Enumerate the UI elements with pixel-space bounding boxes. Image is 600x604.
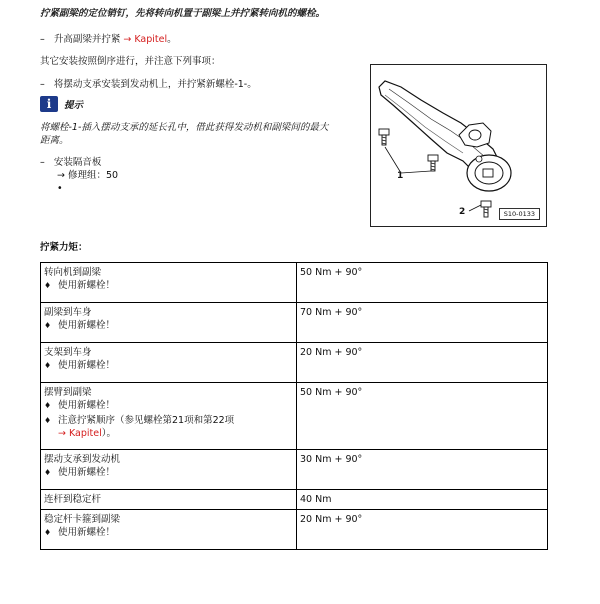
table-row bbox=[41, 450, 548, 490]
step-text: 安装隔音板 bbox=[53, 157, 102, 168]
sub-bullet-dot: • bbox=[57, 183, 63, 194]
diamond-bullet-icon: ♦ bbox=[44, 401, 52, 410]
bullet-end: ）。 bbox=[101, 428, 117, 439]
note-title: 提示 bbox=[64, 100, 84, 111]
bullet-text: 使用新螺栓！ bbox=[58, 467, 116, 478]
cut-off-text-line: 拧紧副梁的定位销钉，先将转向机置于副梁上并拧紧转向机的螺栓。 bbox=[40, 8, 326, 19]
callout-1: 1 bbox=[397, 171, 404, 181]
diamond-bullet-icon: ♦ bbox=[44, 468, 52, 477]
part-cell bbox=[41, 303, 297, 343]
part-cell bbox=[41, 343, 297, 383]
table-row bbox=[41, 303, 548, 343]
part-cell bbox=[41, 490, 297, 510]
part-name: 连杆到稳定杆 bbox=[44, 494, 102, 505]
other-install-text: 其它安装按照倒序进行，并注意下列事项： bbox=[40, 56, 221, 67]
bullet-text: 使用新螺栓！ bbox=[58, 400, 116, 411]
diamond-bullet-icon: ♦ bbox=[44, 416, 52, 425]
dash: – bbox=[40, 79, 45, 90]
diamond-bullet-icon: ♦ bbox=[44, 281, 52, 290]
part-name: 稳定杆卡箍到副梁 bbox=[44, 514, 121, 525]
figure-id: S10-0133 bbox=[499, 208, 540, 220]
diamond-bullet-icon: ♦ bbox=[44, 528, 52, 537]
part-name: 支架到车身 bbox=[44, 347, 92, 358]
part-cell bbox=[41, 510, 297, 550]
part-name: 转向机到副梁 bbox=[44, 267, 102, 278]
table-row bbox=[41, 343, 548, 383]
info-icon: i bbox=[40, 96, 58, 112]
step-raise-subframe bbox=[40, 33, 177, 46]
diamond-bullet-icon: ♦ bbox=[44, 361, 52, 370]
pendulum-support-drawing bbox=[371, 65, 546, 226]
note-line-2: 距离。 bbox=[40, 135, 69, 146]
step-end: 。 bbox=[167, 34, 177, 45]
note-line-1: 将螺栓-1-插入摆动支承的延长孔中，借此获得发动机和副梁间的最大 bbox=[40, 122, 329, 133]
value-cell: 20 Nm + 90° bbox=[297, 343, 548, 383]
value-cell: 50 Nm + 90° bbox=[297, 263, 548, 303]
part-cell bbox=[41, 263, 297, 303]
table-row bbox=[41, 263, 548, 303]
kapitel-link[interactable]: → Kapitel bbox=[58, 428, 102, 439]
part-cell bbox=[41, 383, 297, 450]
torque-table bbox=[40, 262, 548, 550]
bullet-text: 使用新螺栓！ bbox=[58, 527, 116, 538]
table-row bbox=[41, 510, 548, 550]
dash: – bbox=[40, 34, 45, 45]
bullet-text: 使用新螺栓！ bbox=[58, 280, 116, 291]
callout-2: 2 bbox=[459, 207, 466, 217]
value-cell: 40 Nm bbox=[297, 490, 548, 510]
value-cell: 20 Nm + 90° bbox=[297, 510, 548, 550]
kapitel-link[interactable]: → Kapitel bbox=[123, 34, 168, 45]
step-install-pendulum bbox=[40, 78, 257, 91]
part-name: 摆动支承到发动机 bbox=[44, 454, 121, 465]
part-cell bbox=[41, 450, 297, 490]
step-text: 升高副梁并拧紧 bbox=[53, 34, 121, 45]
bullet-text: 使用新螺栓！ bbox=[58, 360, 116, 371]
bullet-text: 注意拧紧顺序（参见螺栓第21项和第22项 bbox=[58, 415, 235, 426]
part-name: 副梁到车身 bbox=[44, 307, 92, 318]
step-text: 将摆动支承安装到发动机上，并拧紧新螺栓-1-。 bbox=[53, 79, 257, 90]
technical-figure bbox=[370, 64, 547, 227]
part-name: 摆臂到副梁 bbox=[44, 387, 92, 398]
step-install-insulation bbox=[40, 156, 101, 169]
dash: – bbox=[40, 157, 45, 168]
torque-heading: 拧紧力矩： bbox=[40, 242, 88, 253]
bullet-text: 使用新螺栓！ bbox=[58, 320, 116, 331]
diamond-bullet-icon: ♦ bbox=[44, 321, 52, 330]
table-row bbox=[41, 383, 548, 450]
table-row bbox=[41, 490, 548, 510]
value-cell: 70 Nm + 90° bbox=[297, 303, 548, 343]
value-cell: 30 Nm + 90° bbox=[297, 450, 548, 490]
repair-group-ref[interactable]: → 修理组：50 bbox=[57, 170, 119, 181]
value-cell: 50 Nm + 90° bbox=[297, 383, 548, 450]
